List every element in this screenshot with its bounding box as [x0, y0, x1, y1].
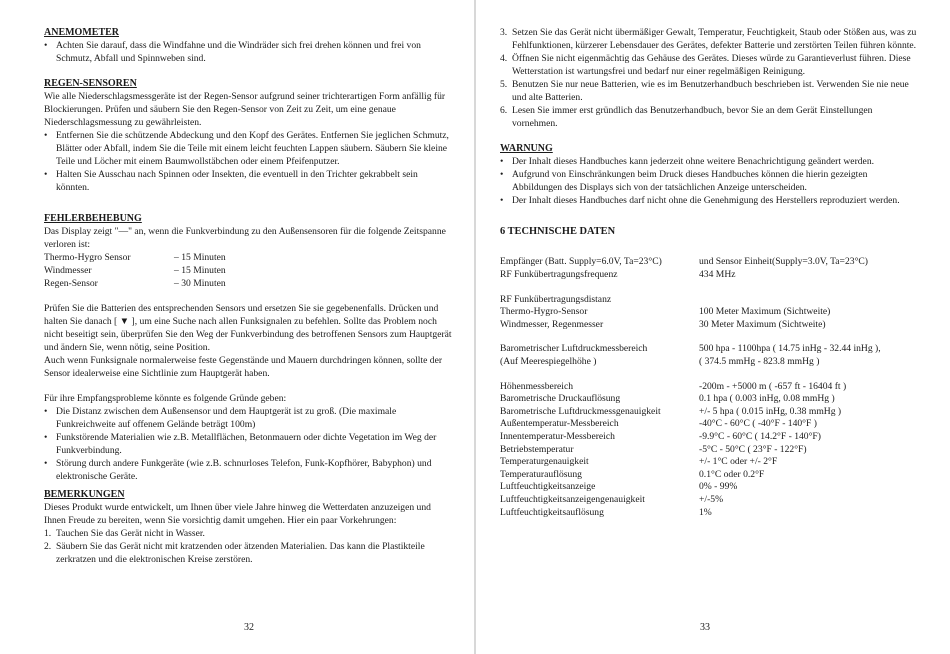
anemometer-bullets: [44, 39, 452, 65]
list-number: 6.: [500, 105, 508, 116]
list-item: • Die Distanz zwischen dem Außensensor und dem Hauptgerät ist zu groß. (Die maximale Funkreichweite auf offenem Gelände beträgt 100m): [44, 405, 452, 431]
page-number: 32: [244, 622, 254, 633]
page-right-content: [500, 26, 918, 519]
spec-key: (Auf Meerespiegelhöhe ): [500, 355, 597, 367]
spec-key: Betriebstemperatur: [500, 443, 574, 455]
table-row: [500, 456, 918, 469]
spec-value: 0.1 hpa ( 0.003 inHg, 0.08 mmHg ): [699, 393, 835, 405]
table-row: [500, 418, 918, 431]
spec-value: +/-5%: [699, 493, 724, 505]
rain-sensor-heading: REGEN-SENSOREN: [44, 78, 137, 89]
spec-key: Barometrischer Luftdruckmessbereich: [500, 343, 648, 355]
rain-sensor-intro: Wie alle Niederschlagsmessgeräte ist der Regen-Sensor aufgrund seiner trichterartigen Form anfällig für Blockierungen. Prüfen und säubern Sie den Regen-Sensor von Zeit zu Zeit, um eine genaue Niederschlagsmessung zu gewährleisten.: [44, 91, 446, 128]
list-text: Benutzen Sie nur neue Batterien, wie es im Benutzerhandbuch beschrieben ist. Verwenden Sie nie neue und alte Batterien.: [512, 79, 909, 103]
spec-value: +/- 1°C oder +/- 2°F: [699, 456, 778, 468]
spec-value: 0% - 99%: [699, 481, 738, 493]
spec-table-pressure: [500, 343, 918, 368]
sensor-name: Windmesser: [44, 265, 92, 276]
spec-key: Luftfeuchtigkeitsauflösung: [500, 506, 604, 518]
list-item: • Aufgrund von Einschränkungen beim Druck dieses Handbuches können die hierin gezeigten Abbildungen des Displays sich von der tatsächlichen Anzeige unterscheiden.: [500, 168, 918, 194]
spec-table-range: [500, 306, 918, 331]
page-number: 33: [700, 622, 710, 633]
troubleshooting-reasons: [44, 405, 452, 483]
warning-bullets: [500, 155, 918, 207]
page-left-content: [44, 26, 452, 566]
troubleshooting-paragraph: Prüfen Sie die Batterien des entsprechenden Sensors und ersetzen Sie sie gegebenenfalls. Drücken und halten Sie danach [ ▼ ], um eine Suche nach allen Funksignalen zu befehlen. Sollte das Problem noch nicht beseitigt sein, überprüfen Sie den Weg der Funkverbindung des betroffenen Sensors zum Hauptgerät und ändern Sie, wenn nötig, seine Position.: [44, 303, 452, 353]
spec-group-title: RF Funkübertragungsdistanz: [500, 294, 612, 306]
spec-key: Außentemperatur-Messbereich: [500, 418, 619, 430]
rain-sensor-bullets: [44, 129, 452, 194]
table-row: [500, 343, 918, 356]
spec-key: Luftfeuchtigkeitsanzeige: [500, 481, 596, 493]
page-right: [476, 0, 950, 654]
spec-key: Windmesser, Regenmesser: [500, 318, 604, 330]
spec-value: -5°C - 50°C ( 23°F - 122°F): [699, 443, 807, 455]
list-text: Öffnen Sie nicht eigenmächtig das Gehäuse des Gerätes. Dieses würde zu Garantieverlust führen. Diese Wetterstation ist wartungsfrei und bedarf nur einer regelmäßigen Reinigung.: [512, 53, 911, 77]
table-row: [500, 431, 918, 444]
table-row: [44, 251, 226, 264]
troubleshooting-intro: Das Display zeigt "—" an, wenn die Funkverbindung zu den Außensensoren für die folgende Zeitspanne verloren ist:: [44, 226, 446, 250]
spec-key: Barometrische Druckauflösung: [500, 393, 621, 405]
table-row: [500, 381, 918, 394]
list-item: [500, 52, 918, 78]
spec-value: +/- 5 hpa ( 0.015 inHg, 0.38 mmHg ): [699, 405, 842, 417]
table-row: [500, 444, 918, 457]
list-number: 4.: [500, 53, 508, 64]
spec-value: 1%: [699, 506, 712, 518]
spec-value: -40°C - 60°C ( -40°F - 140°F ): [699, 418, 817, 430]
remarks-heading: BEMERKUNGEN: [44, 489, 125, 500]
table-row: [500, 481, 918, 494]
spec-key: Thermo-Hygro-Sensor: [500, 306, 588, 318]
spec-value: -200m - +5000 m ( -657 ft - 16404 ft ): [699, 380, 847, 392]
timeout-value: – 15 Minuten: [174, 252, 226, 263]
list-number: 3.: [500, 27, 508, 38]
list-item: [500, 26, 918, 52]
list-item: [44, 527, 452, 540]
timeout-value: – 15 Minuten: [174, 265, 226, 276]
troubleshooting-paragraph: Auch wenn Funksignale normalerweise feste Gegenstände und Mauern durchdringen können, sollte der Sensor idealerweise eine Sichtlinie zum Hauptgerät haben.: [44, 355, 443, 379]
spec-key: Luftfeuchtigkeitsanzeigengenauigkeit: [500, 493, 645, 505]
spec-table-general: [500, 256, 918, 281]
list-item: [500, 78, 918, 104]
list-text: Lesen Sie immer erst gründlich das Benutzerhandbuch, bevor Sie an dem Gerät Einstellungen vornehmen.: [512, 105, 873, 129]
spec-key: Temperaturauflösung: [500, 468, 582, 480]
table-row: [500, 306, 918, 319]
list-text: Setzen Sie das Gerät nicht übermäßiger Gewalt, Temperatur, Feuchtigkeit, Staub oder Stößen aus, was zu Fehlfunktionen, kürzerer Lebensdauer des Gerätes, defekter Batterie und zerstörten Teilen führen könnte.: [512, 27, 917, 51]
table-row: [500, 507, 918, 520]
spec-key: Innentemperatur-Messbereich: [500, 430, 615, 442]
list-item: • Funkstörende Materialien wie z.B. Metallflächen, Betonmauern oder dichte Vegetation im Weg der Funkverbindung.: [44, 431, 452, 457]
troubleshooting-reasons-intro: Für ihre Empfangsprobleme könnte es folgende Gründe geben:: [44, 393, 287, 404]
table-row: [500, 269, 918, 282]
table-row: [44, 277, 226, 290]
list-item: • Halten Sie Ausschau nach Spinnen oder Insekten, die eventuell in den Trichter gekrabbelt sein könnten.: [44, 168, 452, 194]
remarks-intro: Dieses Produkt wurde entwickelt, um Ihnen über viele Jahre hinweg die Wetterdaten anzuzeigen und Ihnen Freude zu bereiten, wenn Sie vorsichtig damit umgehen. Hier ein paar Vorkehrungen:: [44, 502, 431, 526]
list-text: Säubern Sie das Gerät nicht mit kratzenden oder ätzenden Materialien. Das kann die Plastikteile zerkratzen und die elektronischen Kreise zerstören.: [56, 541, 425, 565]
sensor-name: Thermo-Hygro Sensor: [44, 252, 131, 263]
sensor-name: Regen-Sensor: [44, 278, 98, 289]
spec-value: 500 hpa - 1100hpa ( 14.75 inHg - 32.44 inHg ),: [699, 343, 881, 355]
remarks-list-continued: [500, 26, 918, 130]
list-item: • Der Inhalt dieses Handbuches kann jederzeit ohne weitere Benachrichtigung geändert werden.: [500, 155, 918, 168]
page-left: [0, 0, 474, 654]
spec-value: -9.9°C - 60°C ( 14.2°F - 140°F): [699, 430, 821, 442]
spec-table-measurements: [500, 381, 918, 520]
list-number: 2.: [44, 541, 52, 552]
anemometer-heading: ANEMOMETER: [44, 27, 119, 38]
list-number: 1.: [44, 528, 52, 539]
list-number: 5.: [500, 79, 508, 90]
list-item: • Entfernen Sie die schützende Abdeckung und den Kopf des Gerätes. Entfernen Sie jeglichen Schmutz, Blätter oder Abfall, indem Sie die Teile mit einem leicht feuchten Lappen säubern. Säubern Sie kleine Teile und Löcher mit einem Baumwollstäbchen oder einem Pfeifenputzer.: [44, 129, 452, 168]
table-row: [500, 256, 918, 269]
tech-data-heading: 6 TECHNISCHE DATEN: [500, 226, 616, 237]
table-row: [500, 469, 918, 482]
table-row: [44, 264, 226, 277]
spec-key: Empfänger (Batt. Supply=6.0V, Ta=23°C): [500, 256, 662, 267]
spec-key: Temperaturgenauigkeit: [500, 456, 589, 468]
spec-key: Höhenmessbereich: [500, 380, 573, 392]
spec-value: ( 374.5 mmHg - 823.8 mmHg ): [699, 355, 820, 367]
list-item: [44, 540, 452, 566]
table-row: [500, 393, 918, 406]
spec-key: RF Funkübertragungsfrequenz: [500, 268, 618, 280]
list-text: Tauchen Sie das Gerät nicht in Wasser.: [56, 528, 205, 539]
timeout-value: – 30 Minuten: [174, 278, 226, 289]
sensor-timeout-table: [44, 251, 226, 290]
spec-key: Barometrische Luftdruckmessgenauigkeit: [500, 405, 661, 417]
table-row: [500, 406, 918, 419]
table-row: [500, 494, 918, 507]
remarks-list: [44, 527, 452, 566]
table-row: [500, 356, 918, 369]
table-row: [500, 319, 918, 332]
spec-value: 0.1°C oder 0.2°F: [699, 468, 765, 480]
list-item: • Achten Sie darauf, dass die Windfahne und die Windräder sich frei drehen können und frei von Schmutz, Abfall und Spinnweben sind.: [44, 39, 452, 65]
spec-value: 30 Meter Maximum (Sichtweite): [699, 318, 826, 330]
spec-value: 434 MHz: [699, 268, 736, 280]
troubleshooting-heading: FEHLERBEHEBUNG: [44, 213, 142, 224]
warning-heading: WARNUNG: [500, 143, 553, 154]
spec-value: 100 Meter Maximum (Sichtweite): [699, 306, 831, 318]
spec-value: und Sensor Einheit(Supply=3.0V, Ta=23°C): [699, 256, 868, 267]
list-item: [500, 104, 918, 130]
list-item: • Störung durch andere Funkgeräte (wie z.B. schnurloses Telefon, Funk-Kopfhörer, Babyphon) und elektronische Geräte.: [44, 457, 452, 483]
list-item: • Der Inhalt dieses Handbuches darf nicht ohne die Genehmigung des Herstellers reproduziert werden.: [500, 194, 918, 207]
